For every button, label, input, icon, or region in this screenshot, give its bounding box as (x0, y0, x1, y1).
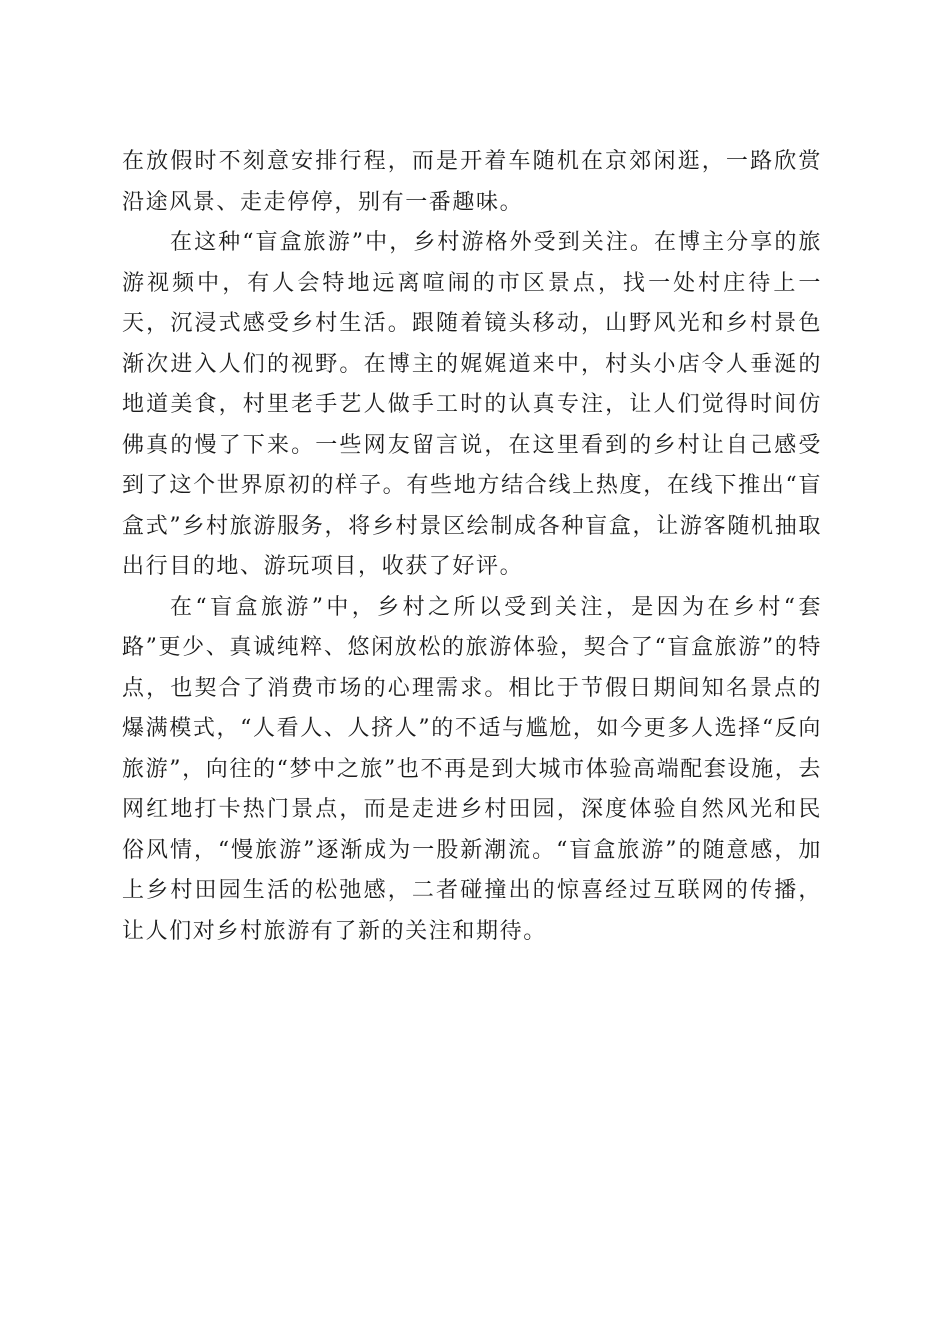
paragraph-3: 在“盲盒旅游”中，乡村之所以受到关注，是因为在乡村“套路”更少、真诚纯粹、悠闲放松的旅游体验，契合了“盲盒旅游”的特点，也契合了消费市场的心理需求。相比于节假日期间知名景点的爆满模式，“人看人、人挤人”的不适与尴尬，如今更多人选择“反向旅游”，向往的“梦中之旅”也不再是到大城市体验高端配套设施，去网红地打卡热门景点，而是走进乡村田园，深度体验自然风光和民俗风情，“慢旅游”逐渐成为一股新潮流。“盲盒旅游”的随意感，加上乡村田园生活的松弛感，二者碰撞出的惊喜经过互联网的传播，让人们对乡村旅游有了新的关注和期待。 (122, 594, 822, 944)
article-body (122, 142, 822, 952)
paragraph-1: 在放假时不刻意安排行程，而是开着车随机在京郊闲逛，一路欣赏沿途风景、走走停停，别有一番趣味。 (122, 149, 822, 215)
paragraph-2: 在这种“盲盒旅游”中，乡村游格外受到关注。在博主分享的旅游视频中，有人会特地远离喧闹的市区景点，找一处村庄待上一天，沉浸式感受乡村生活。跟随着镜头移动，山野风光和乡村景色渐次进入人们的视野。在博主的娓娓道来中，村头小店令人垂涎的地道美食，村里老手艺人做手工时的认真专注，让人们觉得时间仿佛真的慢了下来。一些网友留言说，在这里看到的乡村让自己感受到了这个世界原初的样子。有些地方结合线上热度，在线下推出“盲盒式”乡村旅游服务，将乡村景区绘制成各种盲盒，让游客随机抽取出行目的地、游玩项目，收获了好评。 (122, 230, 822, 579)
